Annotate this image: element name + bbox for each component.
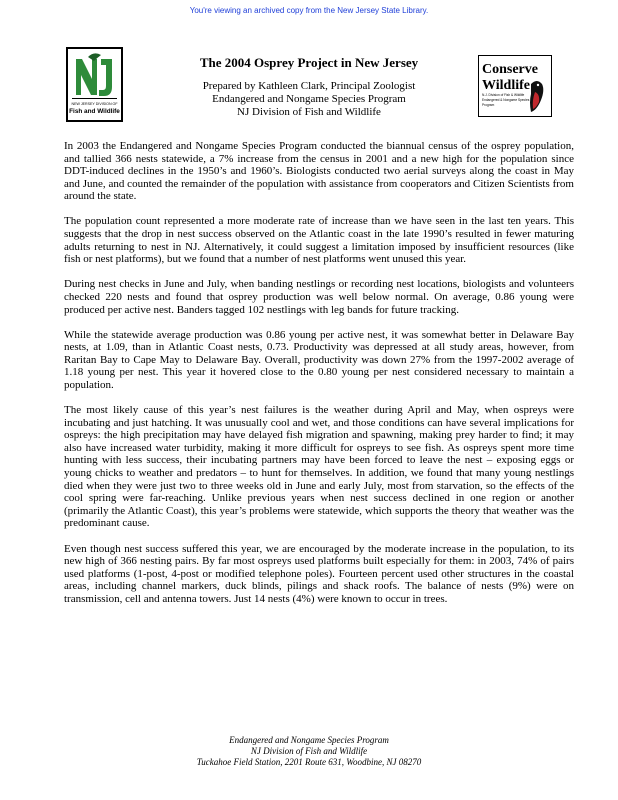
nj-logo-caption-small: NEW JERSEY DIVISION OF [71, 102, 118, 106]
nj-fish-wildlife-logo [66, 47, 123, 122]
cw-caption-1: N.J. Division of Fish & Wildlife [482, 93, 525, 97]
cw-caption-3: Program [482, 103, 495, 107]
paragraph-weather: The most likely cause of this year’s nest failures is the weather during April and May, when ospreys were incubating and just hatching. It was unusually cool and wet, and those conditions can have several implications for ospreys: the high precipitation may have delayed fish migration and spawning, making prey harder to find; it may also have increased water turbidity, making it more difficult for ospreys to see fish. As ospreys spent more time hunting with less success, their incubating partners may have been forced to leave the nest – exposing eggs or young chicks to weather and predators – to hunt for themselves. In addition, we found that many young nestlings died when they were just two to three weeks old in June and early July, most from starvation, so the effects of the cool spring were far-reaching. Unlike previous years when nest success declined in one region or another (primarily the Atlantic Coast), this year’s problems were statewide, which supports the theory that weather was the predominant cause. [64, 404, 574, 530]
document-header [150, 55, 468, 119]
footer-division: NJ Division of Fish and Wildlife [250, 746, 368, 756]
prepared-by: Prepared by Kathleen Clark, Principal Zoologist [202, 80, 416, 92]
footer-address: Tuckahoe Field Station, 2201 Route 631, Woodbine, NJ 08270 [196, 757, 422, 767]
cw-caption-2: Endangered & Nongame Species [482, 98, 530, 102]
paragraph-census: In 2003 the Endangered and Nongame Species Program conducted the biannual census of the osprey population, and tallied 366 nests statewide, a 7% increase from the census in 2001 and a new high for the population since DDT-induced declines in the 1950’s and 1960’s. Biologists conducted two aerial surveys along the coast in May and June, and counted the remainder of the population with assistance from cooperators and Citizen Scientists from around the state. [64, 140, 574, 203]
cw-line2: Wildlife [482, 78, 530, 93]
conserve-wildlife-logo [478, 55, 552, 117]
document-footer [0, 735, 618, 768]
cw-line1: Conserve [482, 62, 538, 77]
footer-program: Endangered and Nongame Species Program [229, 735, 389, 745]
paragraph-platforms: Even though nest success suffered this year, we are encouraged by the moderate increase in the population, to its new high of 366 nesting pairs. By far most ospreys used platforms built especially for them: in 2003, 74% of pairs used platforms (1-post, 4-post or modified telephone poles). Fourteen percent used other structures in the coastal areas, including channel markers, duck blinds, pilings and shack roofs. The balance of nests (9%) were on transmission, cell and antenna towers. Just 14 nests (4%) were known to occur in trees. [64, 542, 574, 605]
report-body [64, 140, 574, 618]
paragraph-nest-checks: During nest checks in June and July, when banding nestlings or recording nest locations, biologists and volunteers checked 220 nests and found that osprey production was well below normal. On average, 0.86 young were produced per active nest. Banders tagged 102 nestlings with leg bands for future tracking. [64, 278, 574, 316]
program-name: Endangered and Nongame Species Program [212, 93, 406, 105]
archive-banner[interactable]: You're viewing an archived copy from the New Jersey State Library. [189, 6, 429, 15]
paragraph-productivity: While the statewide average production was 0.86 young per active nest, it was somewhat better in Delaware Bay nests, at 1.09, than in Atlantic Coast nests, 0.73. Productivity was depressed at all study areas, however, from Raritan Bay to Cape May to Delaware Bay. Overall, productivity was down 27% from the 1997-2002 average of 1.18 young per nest. This year it hovered close to the 0.80 young per nest considered necessary to maintain a population. [64, 328, 574, 391]
paragraph-population-rate: The population count represented a more moderate rate of increase than we have seen in the last ten years. This suggests that the drop in nest success observed on the Atlantic coast in the late 1990’s resulted in fewer maturing adults returning to nest in NJ. Alternatively, it could suggest a limitation imposed by insufficient resources (like fish or nest platforms), but we found that a number of nest platforms went unused this year. [64, 215, 574, 266]
page-title: The 2004 Osprey Project in New Jersey [199, 55, 419, 70]
conserve-wildlife-icon [479, 56, 550, 115]
division-name: NJ Division of Fish and Wildlife [237, 106, 381, 118]
nj-logo-caption-main: Fish and Wildlife [69, 108, 120, 115]
nj-logo-icon [68, 49, 121, 120]
